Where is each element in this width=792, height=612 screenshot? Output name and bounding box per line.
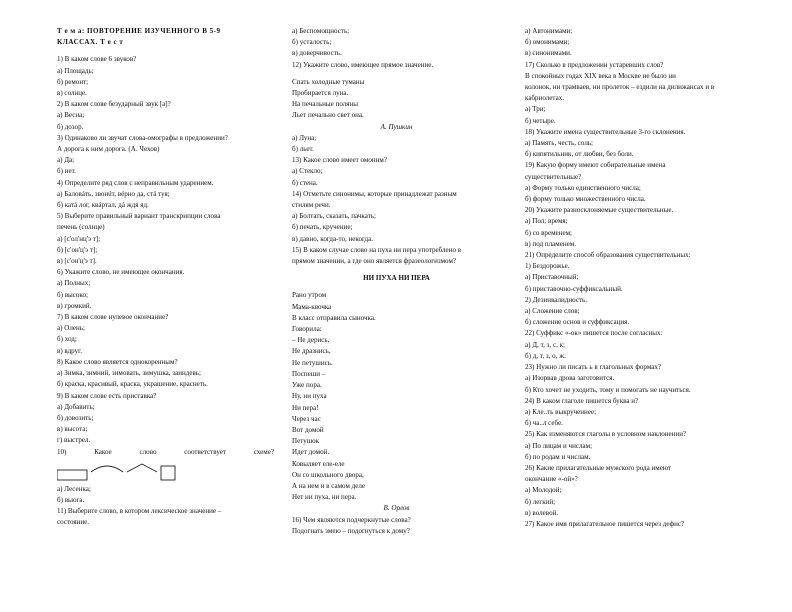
text-line: а) Площадь; [57,66,94,75]
text-line: а) Память, честь, соль; [525,139,594,148]
text-line: Спать холодные туманы [292,77,365,86]
text-line: в) громкий. [57,301,92,310]
text-line: а) Олень; [57,324,85,333]
text-line: состояние. [57,518,90,527]
poem-title: НИ ПУХА НИ ПЕРА [363,274,430,283]
text-line: существительные? [525,172,582,181]
text-line: 8) Какое слово является однокоренным? [57,357,178,366]
text-line: 1) Бездорожье. [525,262,570,271]
text-line: Пробирается луна. [292,89,349,98]
text-line: Льет печально свет она. [292,111,364,120]
text-line: в) вдруг. [57,346,82,355]
text-line: б) печать, кручение; [292,223,353,232]
text-line: б) катá лог, квáртал, дá ждя яд. [57,201,149,210]
poem2-author: В. Орлов [383,504,410,513]
text-line: 18) Укажите имена существительные 3-го склонения. [525,127,686,136]
text-line: Мама-квочка [292,302,332,311]
text-line: прямом значении, а где оно является фразеологизмом? [292,257,457,266]
text-line: Ковыляет еле-еле [292,459,345,468]
text-line: б) довозить; [57,413,94,422]
text-line: а) Три; [525,105,546,114]
text-line: 3) Одинаково ли звучат слова-омографы в предложении? [57,133,228,142]
text-line: печень (солнце) [57,223,105,232]
text-line: а) Добавить; [57,402,95,411]
text-line: а) Пол; время; [525,217,568,226]
text-line: а) Лесенка; [57,484,91,493]
text-line: а) Изорвав дрова заготовится. [525,374,615,383]
text-line: Поспеши – [292,369,326,378]
text-line: в) синонимами. [525,49,572,58]
text-line: б) ход; [57,335,77,344]
text-line: б) легкий; [525,497,556,506]
column-1 [57,26,274,529]
text-line: б) приставочно-суффиксальный. [525,284,623,293]
text-line: 6) Укажите слово, не имеющее окончания. [57,268,185,277]
text-line: а) Приставочный; [525,273,579,282]
text-line: – Не дерись, [292,336,330,345]
text-line: 5) Выберите правильный вариант транскрипции слова [57,212,221,221]
text-line: 13) Какое слово имеет омоним? [292,156,388,165]
text-line: б) ремонт; [57,77,89,86]
text-line: г) выстрел. [57,436,91,445]
text-line: б) д, т, з, о, ж. [525,351,566,360]
text-line: 19) Какую форму имеют собирательные имена [525,161,666,170]
text-line: Уже пора. [292,381,322,390]
text-line: в) под пламенем. [525,239,576,248]
text-line: б) ча..л себе. [525,419,563,428]
morpheme-scheme [57,458,274,484]
text-line: В спокойных годах XIX века в Москве не было ни [525,71,676,80]
text-line: 17) Сколько в предложении устаревших слов? [525,60,664,69]
text-line: а) Баловáть, звонúт, вéрно да, стá туя; [57,189,170,198]
text-line: Нет ни пуха, ни пера. [292,493,357,502]
text-line: колонок, ни трамваев, ни пролеток – ездили на дилижансах и в [525,83,715,92]
text-line: Вот домой [292,425,324,434]
text-line: 24) В каком глаголе пишется буква и? [525,396,639,405]
text-line: Через час [292,414,321,423]
text-line: б) омонимами; [525,38,570,47]
text-line: а) По лицам и числам; [525,441,593,450]
text-line: 2) В каком слове безударный звук [а]? [57,100,171,109]
text-line: а) Беспомощность; [292,27,350,35]
text-line: Говорила: [292,325,322,334]
text-line: б) вьюга. [57,495,85,504]
text-line: б) по родам и числам. [525,452,591,461]
text-line: 4) Определите ряд слов с неправильным ударением. [57,178,214,187]
text-line: 7) В каком слове нулевое окончание? [57,313,169,322]
text-line: Не петушись. [292,358,333,367]
text-line: а) Весна; [57,111,85,120]
scheme-icon [57,460,177,484]
column-2 [292,26,501,537]
text-line: а) Кле..ть выкрученнее; [525,407,597,416]
text-line: б) краска, красивый, краска, украшение, краснеть. [57,380,208,389]
text-line: б) высоко; [57,290,88,299]
text-line: а) Луна; [292,133,317,142]
question-10: 10) Какое слово соответствует схеме? [57,447,274,456]
text-line: 20) Укажите разносклоняемые существительные. [525,206,674,215]
text-line: 25) Как изменяются глаголы в условном наклонении? [525,430,687,439]
text-line: б) стена. [292,178,318,187]
text-line: окончание «-ой»? [525,475,578,484]
text-line: а) Д, т, з, с, к; [525,340,565,349]
text-line: 9) В каком слове есть приставка? [57,391,157,400]
text-line: б) Кто хочет не уходить, тому и помогать не научиться. [525,385,691,394]
text-line: 21) Определите способ образования существительных: [525,251,691,260]
text-line: а) Полных; [57,279,91,288]
text-line: 14) Отметьте синонимы, которые принадлежат разным [292,189,457,198]
text-line: б) нет. [57,167,76,176]
text-line: б) усталость; [292,38,332,47]
text-line: б) со временем; [525,228,572,237]
text-line: б) четыре. [525,116,556,125]
text-line: 26) Какие прилагательные мужского рода имеют [525,463,672,472]
text-line: Ну, ни пуха [292,392,327,401]
text-line: Не дразнись, [292,347,331,356]
text-line: 11) Выберите слово, в котором лексическое значение – [57,507,222,516]
text-line: В класс отправила сыночка. [292,313,376,322]
text-line: А на нем и в самом деле [292,481,366,490]
text-line: Ни пера! [292,403,319,412]
text-line: в) доверчивость. [292,49,342,58]
poem1-author: А. Пушкин [380,122,413,131]
page-subtitle: КЛАССАХ. Т е с т [57,38,124,47]
text-line: а) Болтать, сказать, пачкать; [292,212,376,221]
text-line: 27) Какое имя прилагательное пишется через дефис? [525,519,685,528]
text-line: 23) Нужно ли писать ь в глагольных формах? [525,363,662,372]
text-line: а) Зимка, зимний, зимовать, зимушка, заиндевь; [57,369,201,378]
text-line: На печальные поляны [292,100,359,109]
text-line: кабриолетах. [525,94,564,103]
text-line: Петушок [292,437,320,446]
text-line: в) [с'он'ц'э т]. [57,257,97,266]
text-line: б) льет. [292,145,314,154]
text-line: Идет домой. [292,448,330,457]
text-line: а) Да; [57,156,75,165]
text-line: 1) В каком слове 6 звуков? [57,55,137,64]
column-3 [525,26,741,530]
text-line: а) Автонимами; [525,27,573,35]
text-line: Он со школьного двора, [292,470,364,479]
text-line: б) форму только множественного числа. [525,195,646,204]
text-line: а) Сложение слов; [525,307,580,316]
text-line: в) солнце. [57,89,87,98]
text-line: 12) Укажите слово, имеющее прямое значение. [292,60,434,69]
text-line: в) давно, когда-то, некогда. [292,234,374,243]
text-line: в) высота; [57,425,88,434]
text-line: в) волевой. [525,508,559,517]
page-title: Т е м а: ПОВТОРЕНИЕ ИЗУЧЕННОГО В 5-9 [57,27,221,35]
text-line: а) Молодой; [525,486,562,495]
text-line: б) сложение основ и суффиксация. [525,318,630,327]
text-line: стилям речи. [292,201,331,210]
text-line: б) дозор. [57,122,84,131]
text-line: 2) Дезинвалидность. [525,295,588,304]
text-line: 22) Суффикс «-ок» пишется после согласных: [525,329,663,338]
text-line: а) Стекло; [292,167,323,176]
text-line: б) [с'он'ц'э т]; [57,245,98,254]
text-line: 15) В каком случае слово на пуха ни пера употреблено в [292,245,462,254]
text-line: а) Форму только единственного числа; [525,183,641,192]
text-line: Рано утром [292,291,327,300]
text-line: 16) Чем являются подчеркнутые слова? [292,515,411,524]
text-line: б) кипятильник, от любви, без боли. [525,150,634,159]
text-line: а) [с'ол'нц'э т]; [57,234,101,243]
text-line: А дорога к ним дорога. (А. Чехов) [57,145,160,154]
text-line: Подогнать змею – подогнуться к дому? [292,526,410,535]
